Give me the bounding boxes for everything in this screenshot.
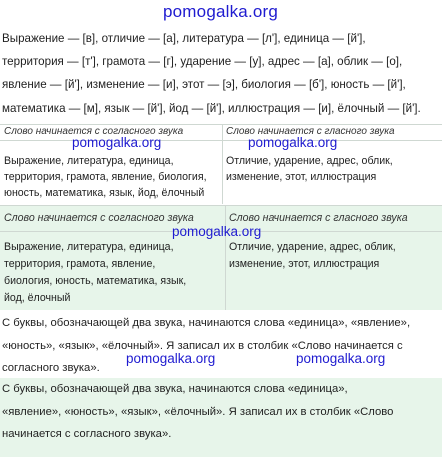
column-header-vowel: Слово начинается с гласного звука (226, 126, 395, 137)
watermark: pomogalka.org (248, 135, 338, 150)
cell-line: Отличие, ударение, адрес, облик, (226, 155, 393, 167)
table-plain (0, 124, 442, 204)
para-line: «юность», «язык», «ёлочный». Я записал их в столбик «Слово начинается с (2, 339, 403, 352)
vowel-words (226, 154, 438, 186)
column-header-consonant: Слово начинается с согласного звука (4, 126, 184, 137)
watermark: pomogalka.org (172, 224, 262, 239)
intro-text (2, 27, 440, 120)
column-header-vowel: Слово начинается с гласного звука (229, 212, 408, 224)
watermark: pomogalka.org (72, 135, 162, 150)
vowel-words (229, 239, 439, 273)
consonant-words (4, 239, 222, 307)
explanation-paragraph (2, 312, 438, 380)
cell-line: территория, грамота, явление, биология, (4, 170, 207, 183)
cell-line: биология, юность, математика, язык, (4, 275, 187, 287)
para-line: С буквы, обозначающей два звука, начинаются слова «единица», «явление», (2, 317, 411, 329)
intro-line: математика — [м], язык — [й'], йод — [й'], иллюстрация — [и], ёлочный — [й']. (2, 101, 421, 115)
cell-line: Выражение, литература, единица, (4, 155, 174, 167)
cell-line: Выражение, литература, единица, (4, 241, 174, 253)
cell-line: юность, математика, язык, йод, ёлочный (4, 186, 205, 199)
explanation-paragraph-green (0, 378, 442, 457)
divider (0, 124, 442, 125)
consonant-words (4, 154, 220, 201)
cell-line: изменение, этот, иллюстрация (226, 170, 377, 183)
divider (0, 205, 442, 206)
cell-line: территория, грамота, явление, (4, 258, 156, 270)
cell-line: изменение, этот, иллюстрация (229, 258, 380, 270)
table-green (0, 205, 442, 310)
watermark-top: pomogalka.org (163, 2, 279, 21)
divider (0, 140, 442, 141)
intro-line: явление — [й'], изменение — [и], этот — [э], биология — [б'], юность — [й'], (2, 78, 406, 92)
intro-line: Выражение — [в], отличие — [а], литература — [л'], единица — [й'], (2, 32, 366, 45)
para-line: «явление», «юность», «язык», «ёлочный». Я записал их в столбик «Слово (2, 405, 394, 418)
cell-line: Отличие, ударение, адрес, облик, (229, 241, 396, 253)
divider (222, 124, 223, 204)
para-line: начинается с согласного звука». (2, 428, 172, 440)
intro-line: территория — [т'], грамота — [г], ударение — [у], адрес — [а], облик — [о], (2, 55, 403, 69)
cell-line: йод, ёлочный (4, 292, 71, 304)
column-header-consonant: Слово начинается с согласного звука (4, 212, 194, 224)
divider (225, 205, 226, 310)
para-line: согласного звука». (2, 362, 100, 374)
para-line: С буквы, обозначающей два звука, начинаются слова «единица», (2, 383, 348, 395)
watermark: pomogalka.org (296, 351, 386, 366)
watermark: pomogalka.org (126, 351, 216, 366)
